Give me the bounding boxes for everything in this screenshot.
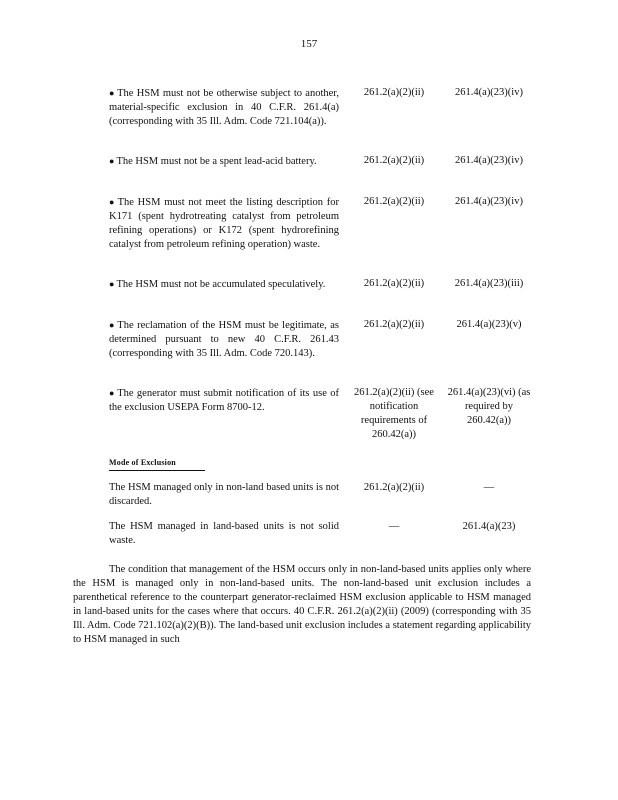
condition-text: ● The HSM must not meet the listing description for K171 (spent hydrotreating catalyst from petroleum refining operations) or K172 (spent hydrorefining catalyst from petroleum refining operation) waste. xyxy=(109,197,339,250)
citation-2: 261.4(a)(23)(iv) xyxy=(455,196,523,207)
condition-text: ● The HSM must not be otherwise subject to another, material-specific exclusion in 40 C.F.R. 261.4(a) (corresponding with 35 Ill. Adm. Code 721.104(a)). xyxy=(109,88,340,127)
citation-2: 261.4(a)(23)(iii) xyxy=(454,278,524,289)
condition-text: ● The generator must submit notification of its use of the exclusion USEPA Form 8700-12. xyxy=(109,388,340,413)
page-number: 157 xyxy=(300,38,318,50)
condition-text: ● The HSM must not be accumulated speculatively. xyxy=(109,279,326,290)
mode-heading: Mode of Exclusion xyxy=(109,456,205,471)
condition-text: ● The HSM must not be a spent lead-acid battery. xyxy=(109,156,317,167)
citation-2: 261.4(a)(23)(iv) xyxy=(455,87,523,98)
mode-text: The HSM managed in land-based units is not solid waste. xyxy=(109,521,339,546)
bullet-icon: ● xyxy=(109,320,116,330)
citation-2: — xyxy=(483,482,495,493)
citation-2: 261.4(a)(23)(vi) (as required by 260.42(a)) xyxy=(447,387,531,426)
citation-2: 261.4(a)(23) xyxy=(462,521,516,532)
body-paragraph: The condition that management of the HSM occurs only in non-land-based units applies only where the HSM is managed only in non-land-based units. The non-land-based unit exclusion includes a parenthetical reference to the counterpart generator-reclaimed HSM exclusion applicable to HSM managed in land-based units for the cases where that occurs. 40 C.F.R. 261.2(a)(2)(ii) (2009) (corresponding with 35 Ill. Adm. Code 721.102(a)(2)(B)). The land-based unit exclusion includes a statement regarding applicability to HSM managed in such xyxy=(73,564,531,645)
citation-1: 261.2(a)(2)(ii) xyxy=(363,87,425,98)
citation-2: 261.4(a)(23)(iv) xyxy=(455,155,523,166)
mode-text: The HSM managed only in non-land based units is not discarded. xyxy=(109,482,339,507)
citation-1: 261.2(a)(2)(ii) xyxy=(363,196,425,207)
citation-1: 261.2(a)(2)(ii) xyxy=(363,319,425,330)
bullet-icon: ● xyxy=(109,197,116,207)
bullet-icon: ● xyxy=(109,279,115,289)
citation-2: 261.4(a)(23)(v) xyxy=(456,319,522,330)
condition-text: ● The reclamation of the HSM must be legitimate, as determined pursuant to new 40 C.F.R. 261.43 (corresponding with 35 Ill. Adm. Code 720.143). xyxy=(109,320,340,359)
citation-1: 261.2(a)(2)(ii) (see notification requirements of 260.42(a)) xyxy=(354,387,434,440)
bullet-icon: ● xyxy=(109,388,116,398)
citation-1: — xyxy=(388,521,400,532)
bullet-icon: ● xyxy=(109,88,116,98)
bullet-icon: ● xyxy=(109,156,115,166)
citation-1: 261.2(a)(2)(ii) xyxy=(363,155,425,166)
citation-1: 261.2(a)(2)(ii) xyxy=(363,482,425,493)
citation-1: 261.2(a)(2)(ii) xyxy=(363,278,425,289)
